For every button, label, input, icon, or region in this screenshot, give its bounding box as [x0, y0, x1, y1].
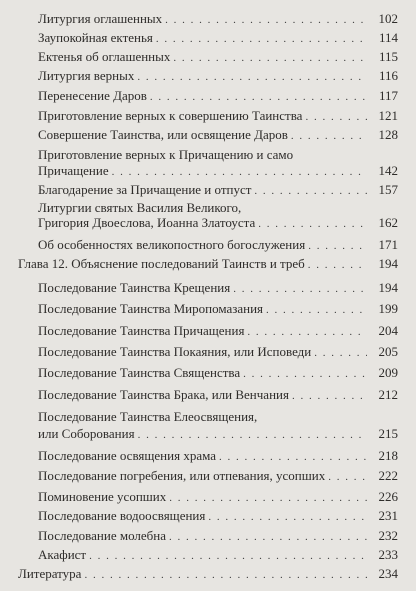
toc-page-number: 157 [378, 182, 398, 197]
toc-title: Перенесение Даров [38, 88, 147, 103]
toc-title: Об особенностях великопостного богослужения [38, 237, 306, 252]
toc-title: или Соборования [38, 426, 135, 441]
leader-dots [89, 547, 367, 565]
leader-dots [243, 365, 367, 383]
toc-title: Последование освящения храма [38, 448, 216, 463]
leader-dots [308, 256, 367, 274]
toc-page-number: 128 [378, 127, 398, 142]
toc-title: Последование Таинства Крещения [38, 280, 231, 295]
toc-title: Последование Таинства Миропомазания [38, 301, 264, 316]
leader-dots [169, 489, 367, 507]
toc-title: Причащение [38, 163, 109, 178]
toc-page-number: 114 [378, 30, 398, 45]
toc-title: Последование молебна [38, 528, 167, 543]
leader-dots [173, 49, 367, 67]
toc-title: Приготовление верных к совершению Таинства [38, 108, 303, 123]
toc-page-number: 162 [378, 215, 398, 230]
toc-page-number: 116 [378, 68, 398, 83]
toc-title: Литургия оглашенных [38, 11, 163, 26]
leader-dots [112, 163, 367, 181]
leader-dots [165, 11, 367, 29]
toc-page-number: 194 [378, 256, 398, 271]
toc-page-number: 115 [378, 49, 398, 64]
leader-dots [169, 528, 367, 546]
toc-title-line: Литургии святых Василия Великого, [38, 200, 242, 215]
toc-title: Последование Таинства Причащения [38, 323, 245, 338]
leader-dots [314, 344, 367, 362]
toc-title-line: Последование Таинства Елеосвящения, [38, 409, 258, 424]
leader-dots [208, 508, 367, 526]
toc-page-number: 209 [378, 365, 398, 380]
toc-title-line: Приготовление верных к Причащению и само [38, 147, 294, 162]
toc-page-number: 232 [378, 528, 398, 543]
leader-dots [258, 215, 367, 233]
toc-title: Последование Таинства Покаяния, или Исповеди [38, 344, 312, 359]
toc-page-number: 194 [378, 280, 398, 295]
toc-title: Акафист [38, 547, 87, 562]
leader-dots [137, 68, 367, 86]
toc-title: Последование Таинства Священства [38, 365, 241, 380]
toc-title: Поминовение усопших [38, 489, 167, 504]
leader-dots [305, 108, 367, 126]
toc-page-number: 171 [378, 237, 398, 252]
toc-page-number: 231 [378, 508, 398, 523]
toc-title: Последование погребения, или отпевания, усопших [38, 468, 326, 483]
leader-dots [150, 88, 367, 106]
leader-dots [247, 323, 367, 341]
toc-page-number: 233 [378, 547, 398, 562]
toc-page-number: 222 [378, 468, 398, 483]
toc-title: Последование Таинства Брака, или Венчания [38, 387, 289, 402]
leader-dots [138, 426, 367, 444]
toc-title: Совершение Таинства, или освящение Даров [38, 127, 288, 142]
toc-page-number: 205 [378, 344, 398, 359]
toc-page-number: 142 [378, 163, 398, 178]
toc-page-number: 102 [378, 11, 398, 26]
leader-dots [254, 182, 367, 200]
leader-dots [219, 448, 367, 466]
toc-page-number: 234 [378, 566, 398, 581]
toc-title: Литература [18, 566, 82, 581]
toc-title: Заупокойная ектенья [38, 30, 153, 45]
toc-page-number: 218 [378, 448, 398, 463]
leader-dots [266, 301, 367, 319]
toc-title: Григория Двоеслова, Иоанна Златоуста [38, 215, 256, 230]
toc-title: Последование водоосвящения [38, 508, 206, 523]
leader-dots [292, 387, 367, 405]
toc-chapter-title: Глава 12. Объяснение последований Таинств и треб [18, 256, 305, 271]
toc-title: Литургия верных [38, 68, 135, 83]
toc-page-number: 121 [378, 108, 398, 123]
toc-title: Ектенья об оглашенных [38, 49, 171, 64]
leader-dots [291, 127, 367, 145]
leader-dots [328, 468, 367, 486]
toc-page-number: 226 [378, 489, 398, 504]
toc-page-number: 204 [378, 323, 398, 338]
toc-page-number: 215 [378, 426, 398, 441]
toc-title: Благодарение за Причащение и отпуст [38, 182, 252, 197]
toc-page-number: 199 [378, 301, 398, 316]
leader-dots [308, 237, 367, 255]
leader-dots [233, 280, 367, 298]
leader-dots [84, 566, 367, 584]
toc-page-number: 117 [378, 88, 398, 103]
leader-dots [156, 30, 367, 48]
toc-page-number: 212 [378, 387, 398, 402]
